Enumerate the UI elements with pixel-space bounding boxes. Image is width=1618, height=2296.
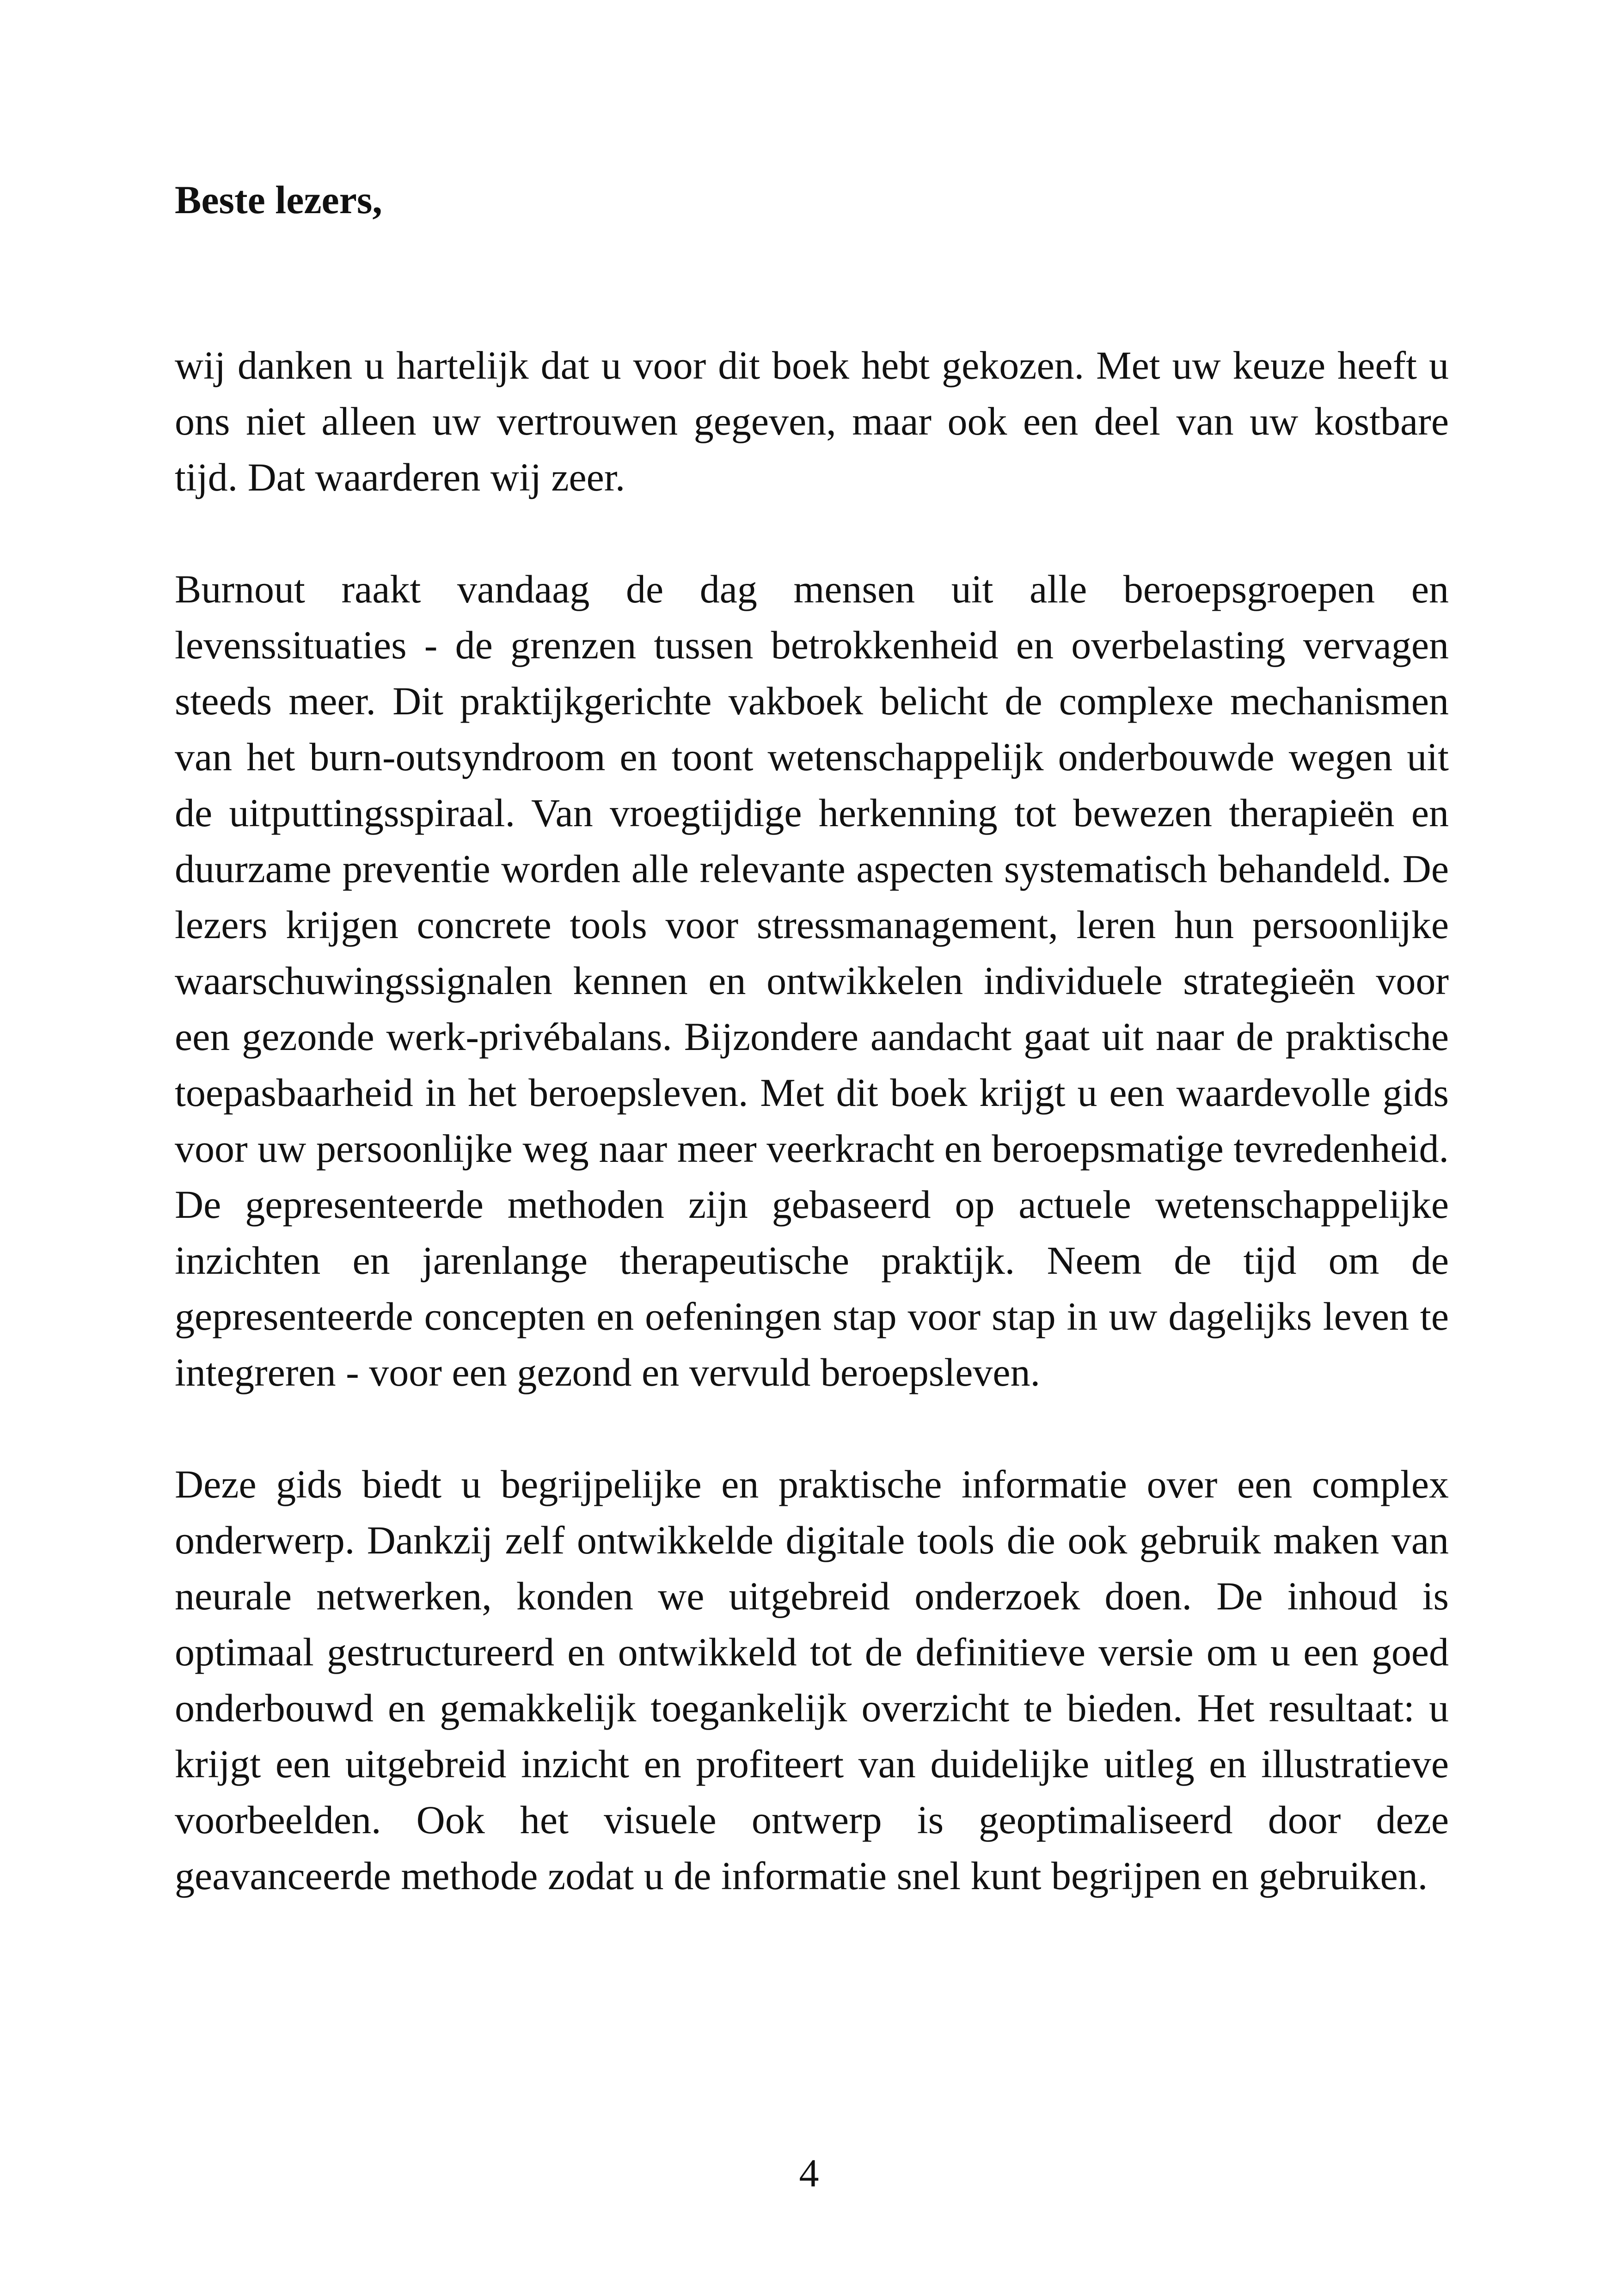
page-number: 4 bbox=[799, 2151, 819, 2195]
body-text bbox=[175, 338, 1449, 1960]
paragraph-guide: Deze gids biedt u begrijpelijke en praktische informatie over een complex onderwerp. Dankzij zelf ontwikkelde digitale tools die ook gebruik maken van neurale netwerken, konden we uitgebreid onderzoek doen. De inhoud is optimaal gestructureerd en ontwikkeld tot de definitieve versie om u een goed onderbouwd en gemakkelijk toegankelijk overzicht te bieden. Het resultaat: u krijgt een uitgebreid inzicht en profiteert van duidelijke uitleg en illustratieve voorbeelden. Ook het visuele ontwerp is geoptimaliseerd door deze geavanceerde methode zodat u de informatie snel kunt begrijpen en gebruiken. bbox=[175, 1462, 1449, 1898]
page-heading: Beste lezers, bbox=[175, 178, 382, 222]
paragraph-intro: wij danken u hartelijk dat u voor dit boek hebt gekozen. Met uw keuze heeft u ons niet alleen uw vertrouwen gegeven, maar ook een deel van uw kostbare tijd. Dat waarderen wij zeer. bbox=[175, 343, 1449, 499]
paragraph-burnout: Burnout raakt vandaag de dag mensen uit alle beroepsgroepen en levenssituaties - de grenzen tussen betrokkenheid en overbelasting vervagen steeds meer. Dit praktijkgerichte vakboek belicht de complexe mechanismen van het burn-outsyndroom en toont wetenschappelijk onderbouwde wegen uit de uitputtingsspiraal. Van vroegtijdige herkenning tot bewezen therapieën en duurzame preventie worden alle relevante aspecten systematisch behandeld. De lezers krijgen concrete tools voor stressmanagement, leren hun persoonlijke waarschuwingssignalen kennen en ontwikkelen individuele strategieën voor een gezonde werk-privébalans. Bijzondere aandacht gaat uit naar de praktische toepasbaarheid in het beroepsleven. Met dit boek krijgt u een waardevolle gids voor uw persoonlijke weg naar meer veerkracht en beroepsmatige tevredenheid. De gepresenteerde methoden zijn gebaseerd op actuele wetenschappelijke inzichten en jarenlange therapeutische praktijk. Neem de tijd om de gepresenteerde concepten en oefeningen stap voor stap in uw dagelijks leven te integreren - voor een gezond en vervuld beroepsleven. bbox=[175, 567, 1449, 1394]
